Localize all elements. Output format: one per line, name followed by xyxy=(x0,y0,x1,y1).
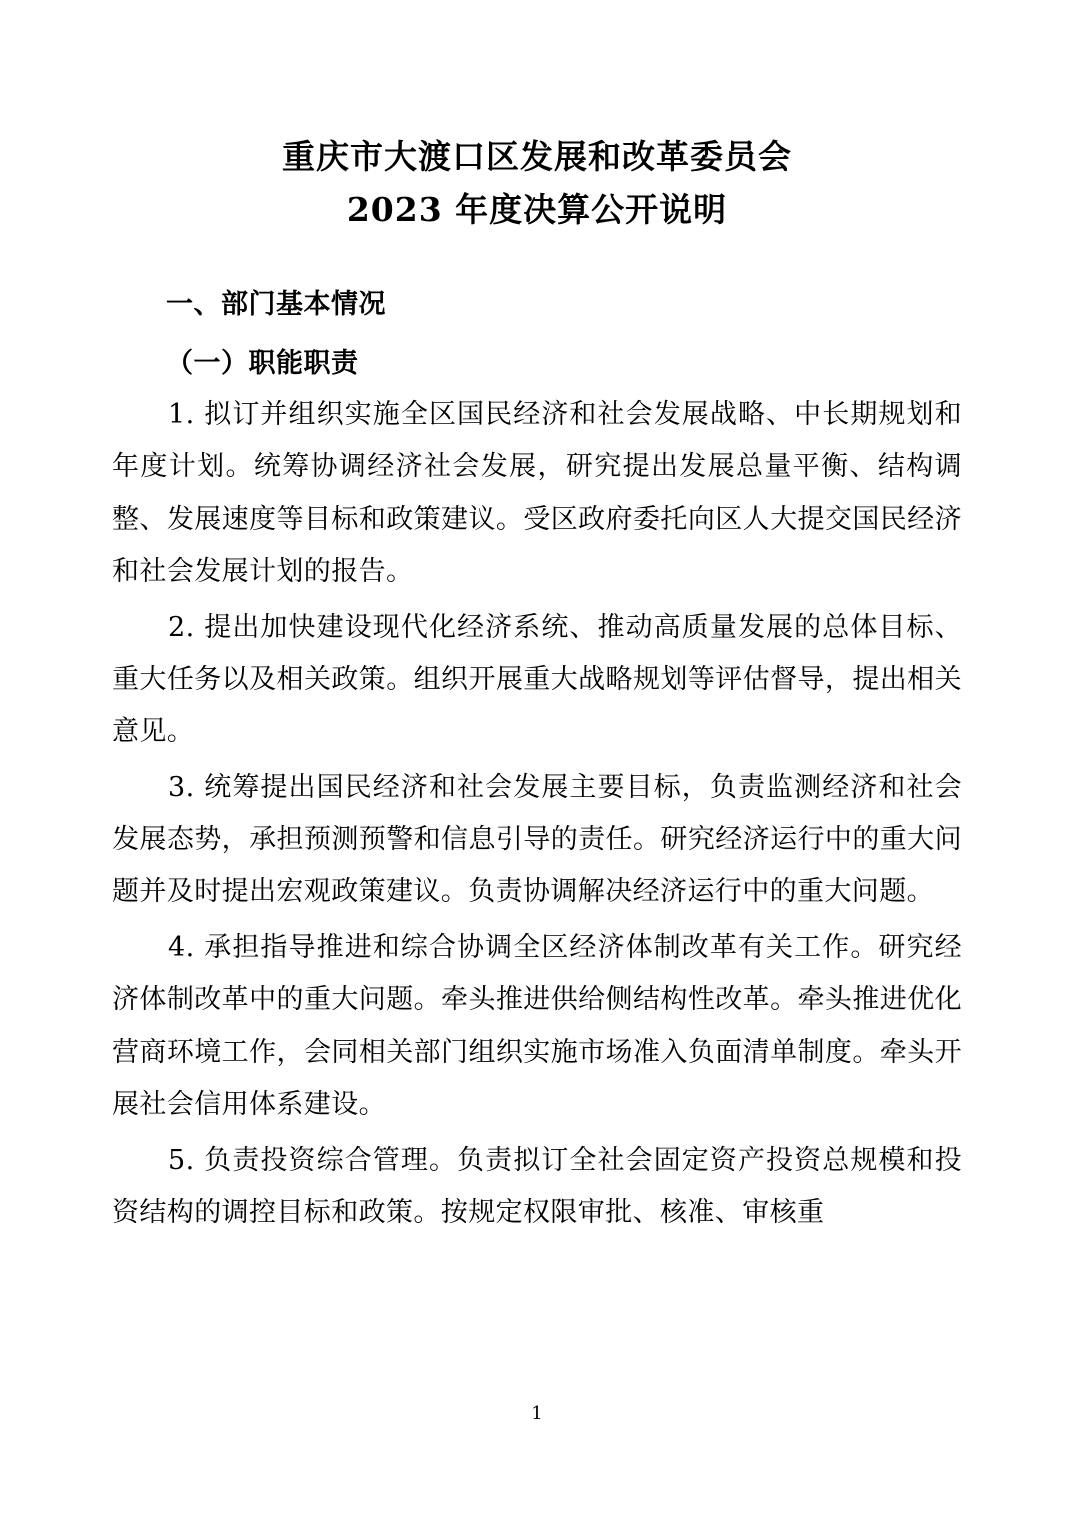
body-paragraph-2: 2. 提出加快建设现代化经济系统、推动高质量发展的总体目标、重大任务以及相关政策。组织开展重大战略规划等评估督导，提出相关意见。 xyxy=(112,611,962,747)
page-title xyxy=(112,130,962,237)
title-line-2: 2023 年度决算公开说明 xyxy=(346,190,728,230)
section-heading: 一、部门基本情况 xyxy=(166,288,386,320)
body-paragraph-4: 4. 承担指导推进和综合协调全区经济体制改革有关工作。研究经济体制改革中的重大问题。牵头推进供给侧结构性改革。牵头推进优化营商环境工作，会同相关部门组织实施市场准入负面清单制度。牵头开展社会信用体系建设。 xyxy=(112,932,962,1120)
title-line-1: 重庆市大渡口区发展和改革委员会 xyxy=(282,137,792,176)
body-paragraph-1: 1. 拟订并组织实施全区国民经济和社会发展战略、中长期规划和年度计划。统筹协调经济社会发展，研究提出发展总量平衡、结构调整、发展速度等目标和政策建议。受区政府委托向区人大提交国民经济和社会发展计划的报告。 xyxy=(112,399,962,587)
body-paragraph-3: 3. 统筹提出国民经济和社会发展主要目标，负责监测经济和社会发展态势，承担预测预警和信息引导的责任。研究经济运行中的重大问题并及时提出宏观政策建议。负责协调解决经济运行中的重大问题。 xyxy=(112,772,962,908)
page-number: 1 xyxy=(531,1403,543,1424)
body-paragraph-5: 5. 负责投资综合管理。负责拟订全社会固定资产投资总规模和投资结构的调控目标和政策。按规定权限审批、核准、审核重 xyxy=(112,1144,962,1228)
sub-heading: （一）职能职责 xyxy=(166,348,359,380)
